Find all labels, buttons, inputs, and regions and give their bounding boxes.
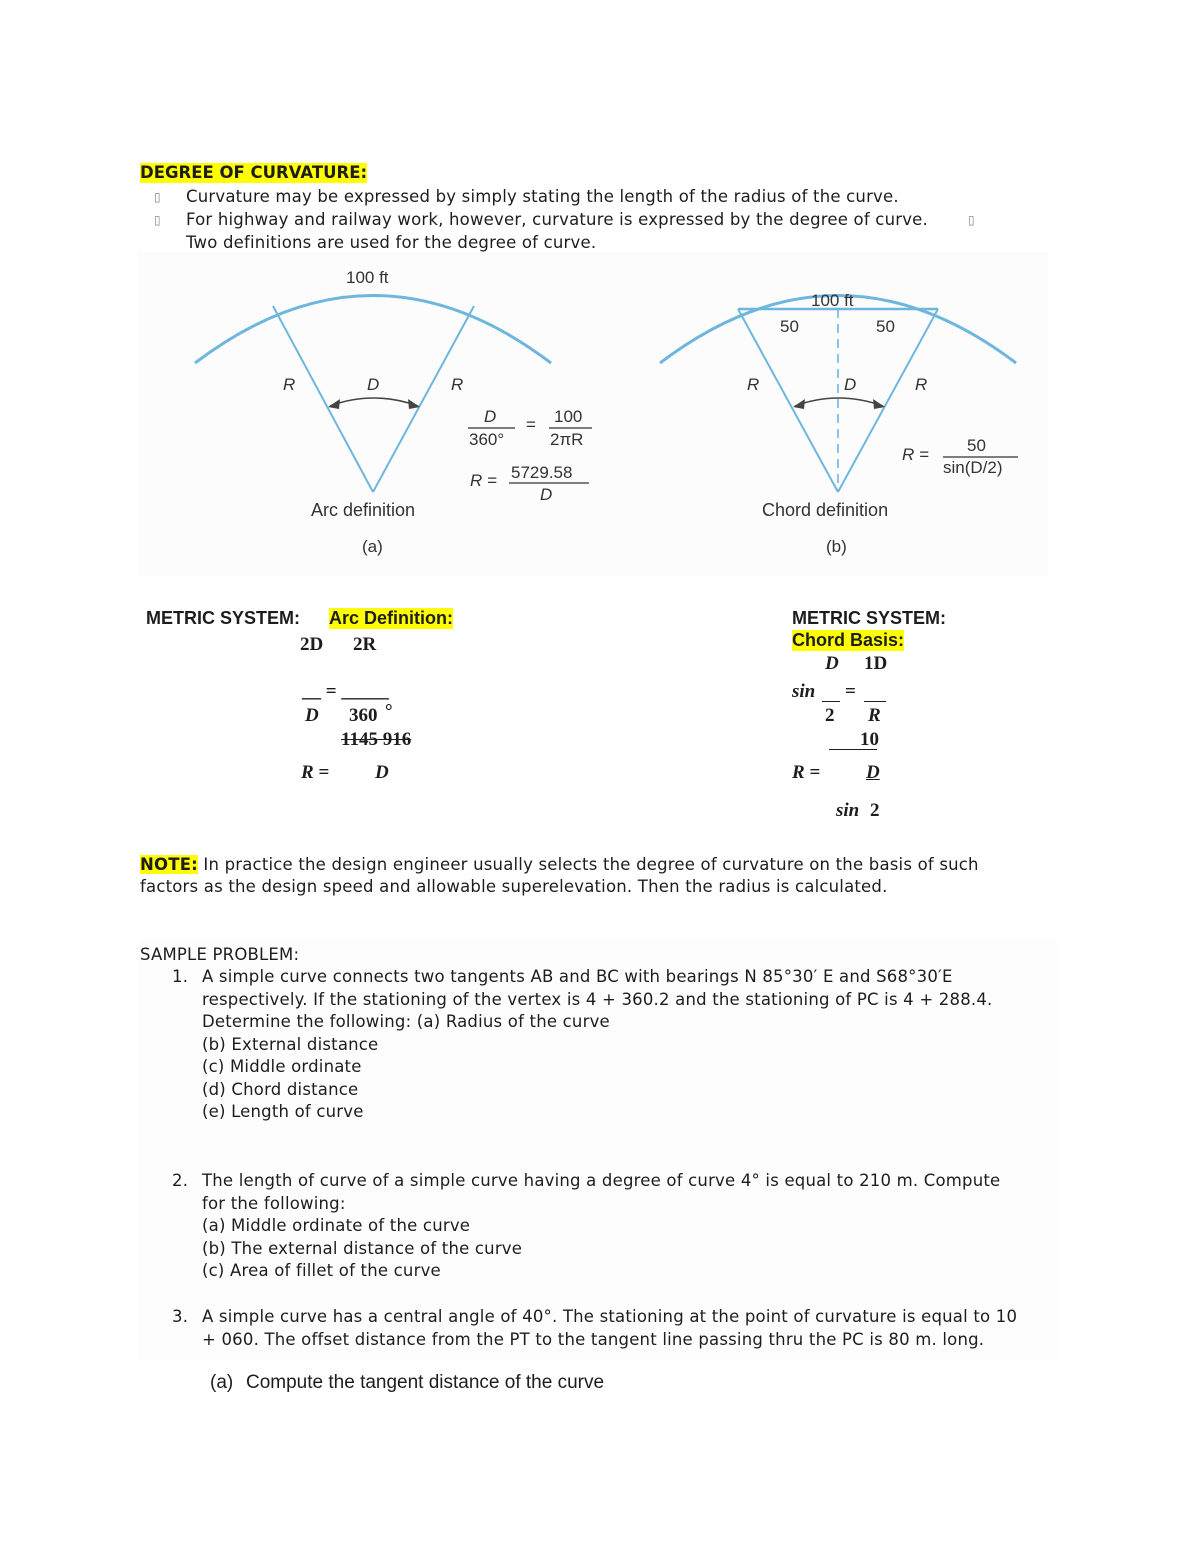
formula-chord-line5-a: R = [792, 762, 821, 783]
formula-chord-line6-a: sin [836, 800, 860, 821]
problem-1-line: Determine the following: (a) Radius of the curve [202, 1012, 610, 1031]
degree-of-curve-figure [0, 252, 1200, 582]
formula-chord-line5-b: D [866, 762, 880, 783]
chord-eq-left: R = [902, 445, 929, 464]
angle-arrowhead-left [328, 399, 340, 409]
formula-chord-line6-b: 2 [870, 800, 880, 821]
formula-chord-line2-a: sin [792, 681, 816, 702]
bullet-marker: ▯ [154, 213, 161, 227]
arc-definition-highlight: Arc Definition: [329, 608, 453, 628]
formula-chord-line4: 10 [860, 729, 879, 750]
chord-basis-highlight: Chord Basis: [792, 630, 905, 650]
problem-1-line: (d) Chord distance [202, 1080, 359, 1099]
eq2-num: 5729.58 [511, 463, 573, 482]
arc-sublabel: (a) [362, 537, 383, 556]
chord-sublabel: (b) [826, 537, 847, 556]
eq1-den-right: 2πR [550, 430, 584, 449]
note-line-1: In practice the design engineer usually selects the degree of curvature on the basis of such [197, 855, 979, 874]
chord-half-left: 50 [780, 317, 799, 336]
eq2-left: R = [470, 471, 497, 490]
angle-arc [330, 398, 418, 406]
arc-angle-label: D [367, 375, 380, 394]
metric-system-label-left: METRIC SYSTEM: [146, 608, 301, 628]
formula-arc-line5-b: D [375, 762, 389, 783]
angle-arc [795, 398, 883, 406]
arc-length-label: 100 ft [346, 268, 389, 287]
metric-system-label-right: METRIC SYSTEM: [792, 608, 947, 628]
problem-1-line: (c) Middle ordinate [202, 1057, 362, 1076]
bullet-marker: ▯ [154, 190, 161, 204]
eq1-den-left: 360° [469, 430, 505, 449]
note-paragraph [140, 855, 979, 874]
fraction-bar [864, 701, 886, 702]
eq1-equals: = [526, 415, 536, 434]
formula-chord-line1-a: D [825, 653, 839, 674]
eq2-den: D [540, 485, 553, 504]
problem-2-line: (c) Area of fillet of the curve [202, 1261, 441, 1280]
chord-eq-den: sin(D/2) [943, 458, 1003, 477]
angle-arrowhead-left [793, 399, 805, 409]
bullet-text: For highway and railway work, however, curvature is expressed by the degree of curve. [186, 210, 928, 229]
problem-3-line: A simple curve has a central angle of 40°. The stationing at the point of curvature is equal to 10 [202, 1307, 1018, 1326]
formula-arc-line1-a: 2D [300, 634, 324, 655]
chord-eq-num: 50 [967, 436, 986, 455]
note-line-2: factors as the design speed and allowable superelevation. Then the radius is calculated. [140, 877, 888, 896]
formula-arc-line3-a: D [305, 705, 319, 726]
arc-caption: Arc definition [311, 500, 416, 520]
arc-radius-label-right: R [451, 375, 464, 394]
radius-line-left [738, 309, 838, 492]
formula-chord-line3-a: 2 [825, 705, 835, 726]
sample-problem-title: SAMPLE PROBLEM: [140, 945, 300, 964]
problem-2-line: (a) Middle ordinate of the curve [202, 1216, 471, 1235]
fraction-bar [822, 701, 840, 702]
problem-2-line: (b) The external distance of the curve [202, 1239, 523, 1258]
sub-question-text: Compute the tangent distance of the curve [246, 1372, 605, 1393]
formula-arc-line5-a: R = [301, 762, 330, 783]
formula-chord-line3-b: R [868, 705, 881, 726]
chord-caption: Chord definition [762, 500, 889, 520]
problem-1-line: (b) External distance [202, 1035, 379, 1054]
chord-radius-label-right: R [915, 375, 928, 394]
problem-number: 1. [172, 967, 189, 986]
arc-radius-label-left: R [283, 375, 296, 394]
formula-arc-line4: 1145 916 [341, 729, 412, 750]
problem-2-line: The length of curve of a simple curve having a degree of curve 4° is equal to 210 m. Compute [202, 1171, 1001, 1190]
problem-number: 3. [172, 1307, 189, 1326]
chord-angle-label: D [844, 375, 857, 394]
formula-arc-line3-c: ° [385, 701, 393, 722]
problem-1-line: respectively. If the stationing of the vertex is 4 + 360.2 and the stationing of PC is 4 + 288.4. [202, 990, 993, 1009]
chord-length-label: 100 ft [811, 291, 854, 310]
chord-radius-label-left: R [747, 375, 760, 394]
problem-1-line: (e) Length of curve [202, 1102, 364, 1121]
bullet-text: Curvature may be expressed by simply stating the length of the radius of the curve. [186, 187, 899, 206]
arc-curve [195, 296, 551, 364]
formula-arc-equals-line: __ = _____ [302, 681, 389, 702]
formula-chord-line1-b: 1D [864, 653, 888, 674]
eq1-num-right: 100 [554, 407, 583, 426]
eq1-num-left: D [484, 407, 497, 426]
bullet-marker: ▯ [968, 213, 975, 227]
problem-2-line: for the following: [202, 1194, 346, 1213]
bullet-text: Two definitions are used for the degree of curve. [186, 233, 597, 252]
problem-3-line: + 060. The offset distance from the PT to the tangent line passing thru the PC is 80 m. long. [202, 1330, 985, 1349]
page-title: DEGREE OF CURVATURE: [140, 163, 368, 182]
formula-chord-line2-b: = [845, 681, 856, 702]
sub-question-label: (a) [210, 1372, 234, 1393]
note-label: NOTE: [140, 855, 198, 874]
radius-line-right [838, 309, 938, 492]
formula-arc-line3-b: 360 [349, 705, 378, 726]
problem-1-line: A simple curve connects two tangents AB and BC with bearings N 85°30′ E and S68°30′E [202, 967, 953, 986]
problem-number: 2. [172, 1171, 189, 1190]
chord-half-right: 50 [876, 317, 895, 336]
formula-arc-line1-b: 2R [353, 634, 377, 655]
